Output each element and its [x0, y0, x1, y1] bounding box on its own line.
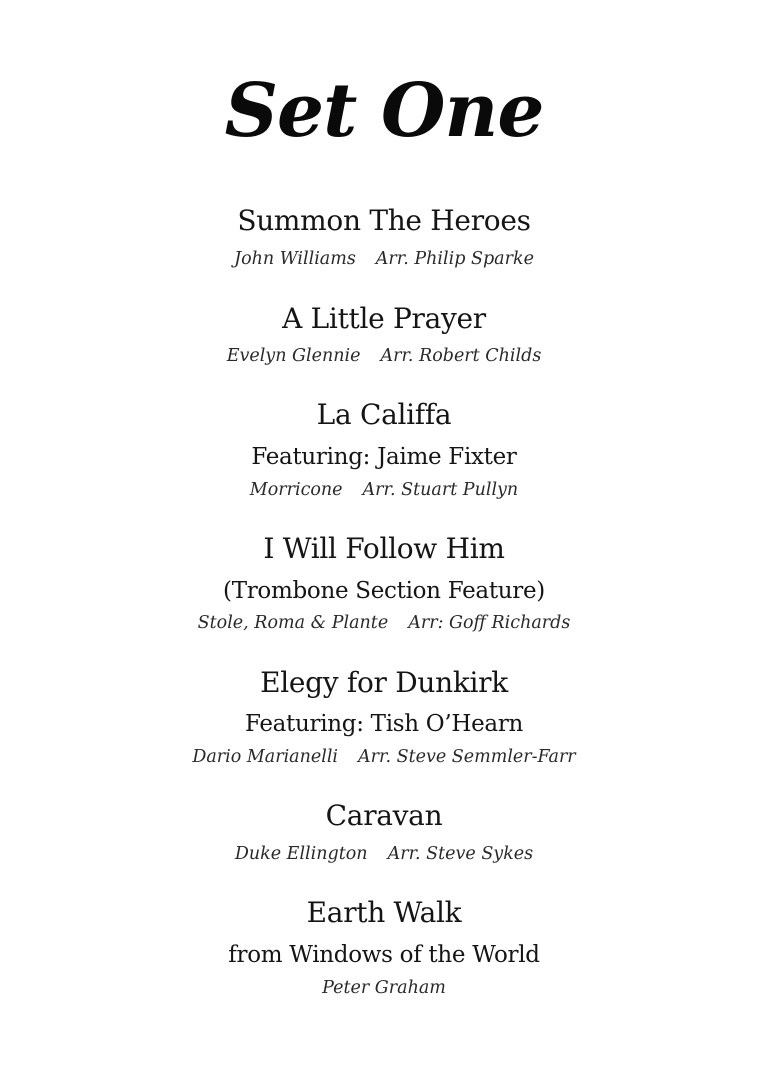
composer: Duke Ellington [234, 844, 368, 864]
piece-subtitle: (Trombone Section Feature) [223, 578, 545, 604]
piece-title: I Will Follow Him [263, 532, 505, 565]
arranger: Arr. Steve Semmler-Farr [358, 747, 576, 767]
arranger: Arr: Goff Richards [408, 613, 571, 633]
composer: Morricone [249, 480, 343, 500]
piece-credit [0, 344, 768, 368]
piece-title: Earth Walk [306, 896, 462, 929]
arranger: Arr. Robert Childs [380, 346, 542, 366]
piece-title: Summon The Heroes [237, 204, 531, 237]
arranger: Arr. Steve Sykes [387, 844, 534, 864]
piece-credit [0, 611, 768, 635]
piece-credit [0, 745, 768, 769]
piece-credit [0, 976, 768, 1000]
piece-subtitle: Featuring: Jaime Fixter [251, 444, 517, 470]
piece-credit [0, 247, 768, 271]
composer: Peter Graham [322, 978, 446, 998]
arranger: Arr. Stuart Pullyn [362, 480, 519, 500]
piece-title: Caravan [325, 799, 443, 832]
composer: Dario Marianelli [192, 747, 339, 767]
composer: Evelyn Glennie [226, 346, 361, 366]
page-title: Set One [224, 68, 544, 154]
arranger: Arr. Philip Sparke [375, 249, 534, 269]
piece-subtitle: from Windows of the World [228, 942, 540, 968]
composer: John Williams [234, 249, 356, 269]
piece-title: Elegy for Dunkirk [260, 666, 508, 699]
piece-subtitle: Featuring: Tish O’Hearn [244, 711, 524, 737]
composer: Stole, Roma & Plante [197, 613, 389, 633]
piece-credit [0, 478, 768, 502]
piece-credit [0, 842, 768, 866]
piece-title: A Little Prayer [282, 302, 486, 335]
piece-title: La Califfa [316, 398, 452, 431]
